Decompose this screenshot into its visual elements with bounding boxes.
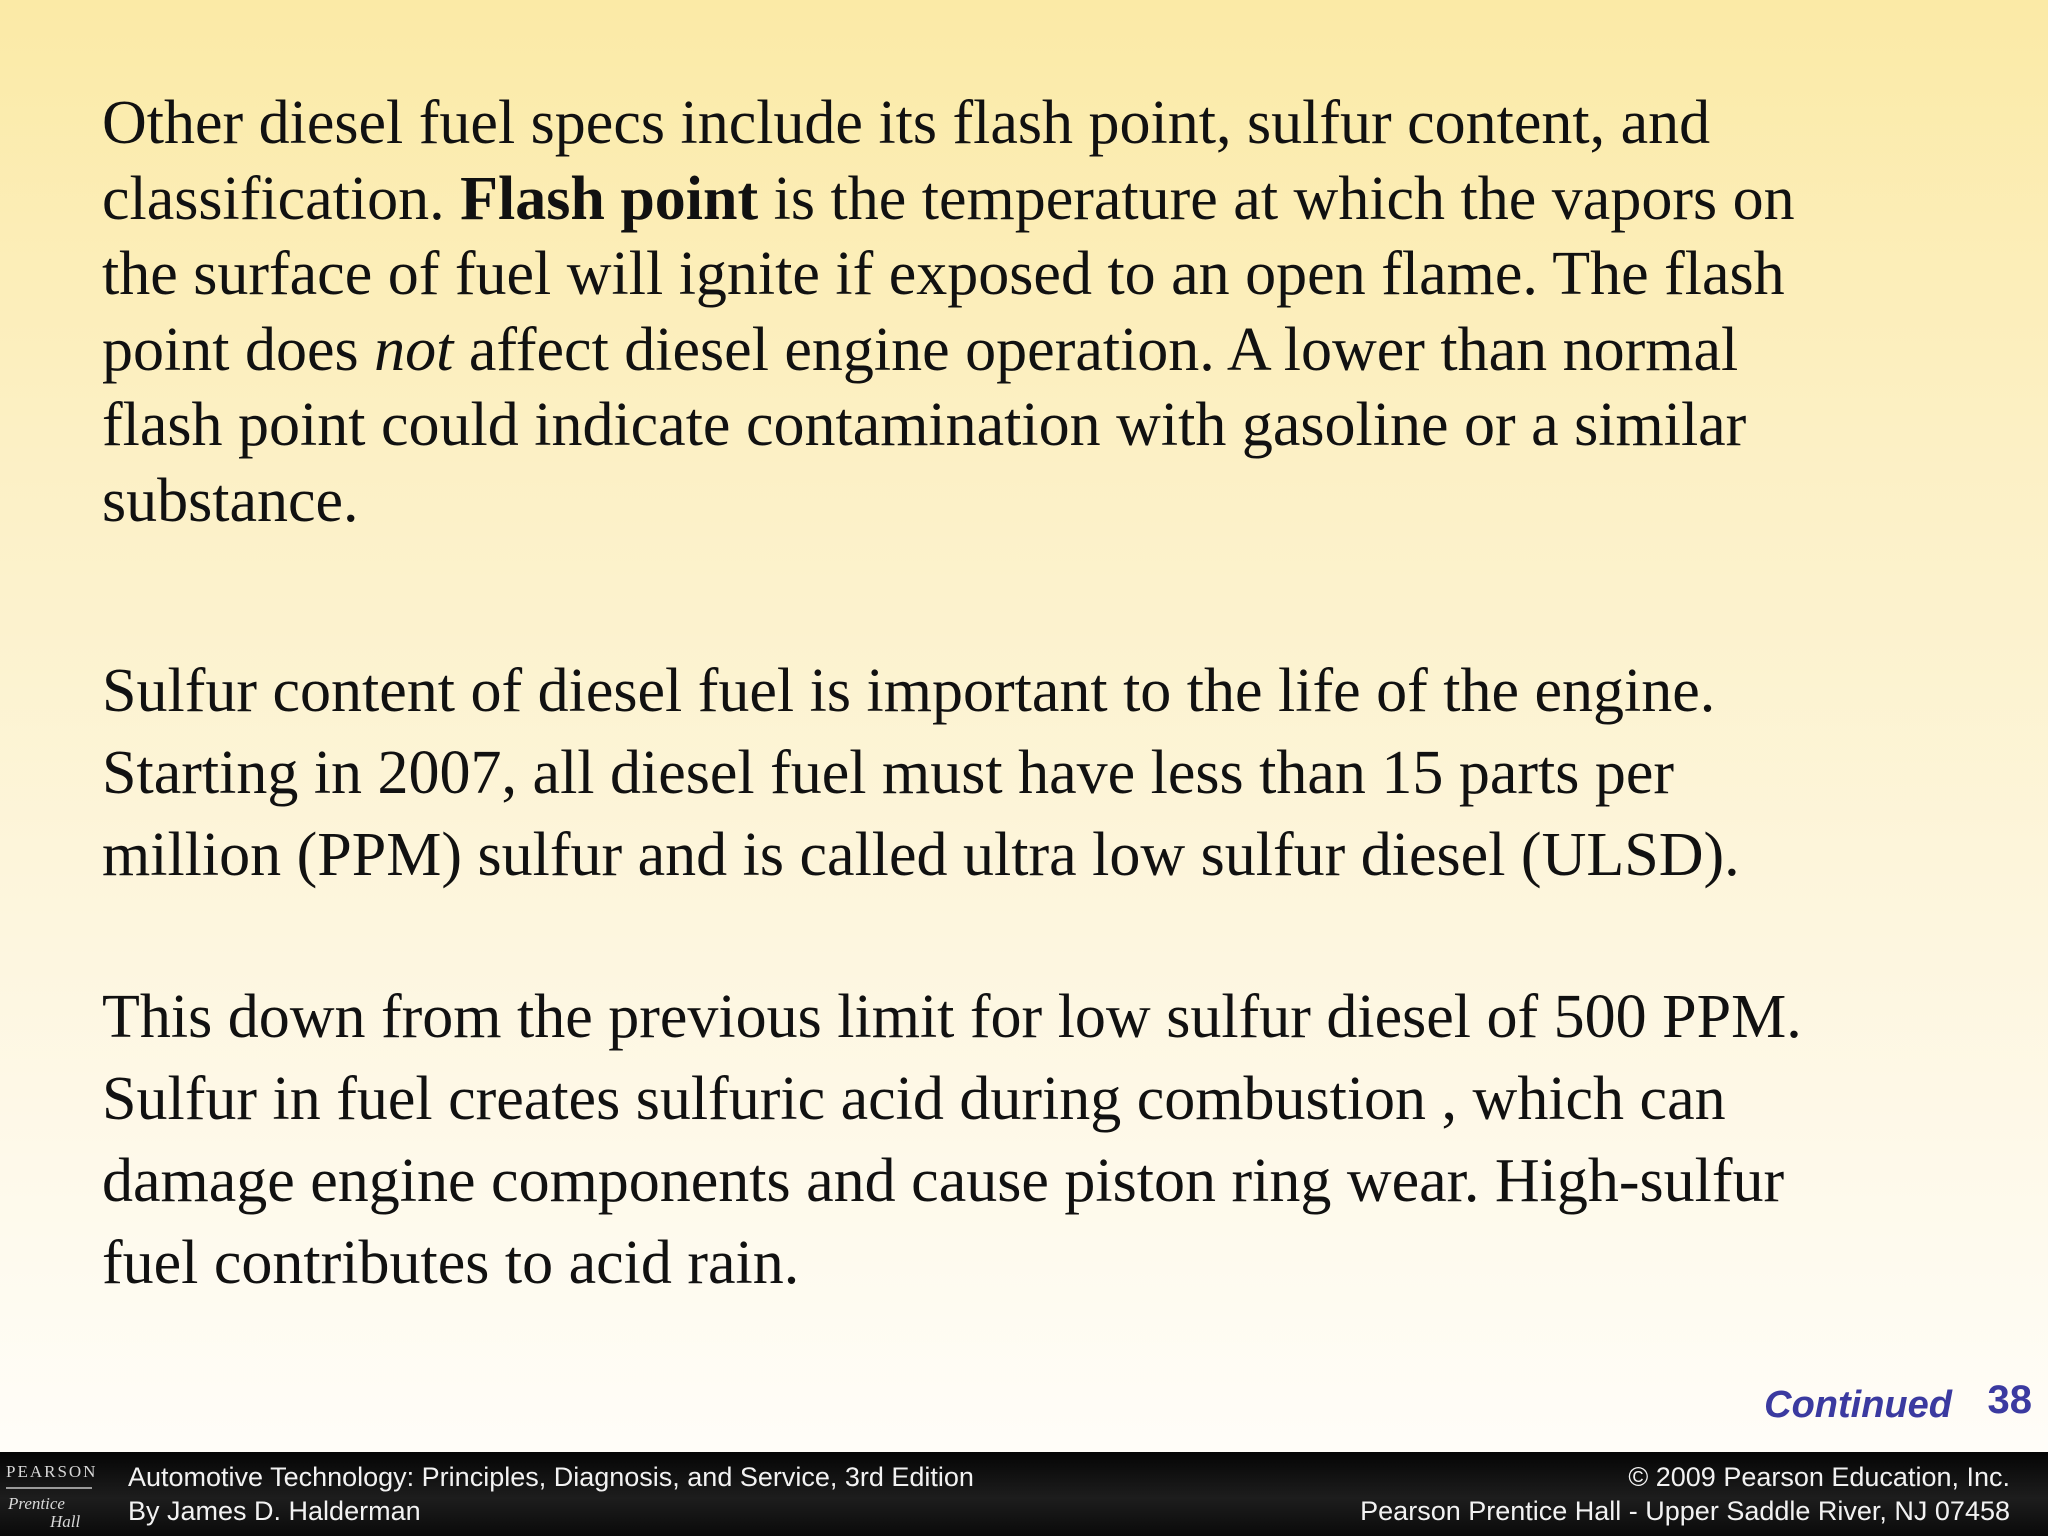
logo-text-hall: Hall bbox=[50, 1512, 81, 1531]
logo-divider bbox=[6, 1487, 92, 1489]
paragraph-flash-point bbox=[102, 86, 2022, 539]
logo-text-prentice: Prentice bbox=[8, 1494, 65, 1513]
text-line: affect diesel engine operation. A lower than normal bbox=[453, 315, 1739, 384]
text-line: fuel contributes to acid rain. bbox=[102, 1229, 800, 1297]
footer-copyright: © 2009 Pearson Education, Inc. bbox=[1628, 1462, 2010, 1492]
emphasis-not: not bbox=[374, 315, 454, 384]
text-line: damage engine components and cause piston ring wear. High-sulfur bbox=[102, 1147, 1785, 1215]
text-line: classification. bbox=[102, 164, 461, 233]
page-number: 38 bbox=[1987, 1378, 2032, 1422]
paragraph-sulfur-limit bbox=[102, 976, 2022, 1304]
text-line: point does bbox=[102, 315, 375, 384]
continued-label: Continued bbox=[1764, 1384, 1952, 1426]
footer-book-title: Automotive Technology: Principles, Diagnosis, and Service, 3rd Edition bbox=[128, 1462, 974, 1492]
text-line: substance. bbox=[102, 466, 359, 535]
logo-text-pearson: PEARSON bbox=[6, 1462, 98, 1481]
text-line: Sulfur in fuel creates sulfuric acid during combustion , which can bbox=[102, 1065, 1726, 1133]
term-flash-point: Flash point bbox=[460, 164, 759, 233]
text-line: Sulfur content of diesel fuel is important to the life of the engine. bbox=[102, 657, 1716, 725]
text-line: Starting in 2007, all diesel fuel must have less than 15 parts per bbox=[102, 739, 1675, 807]
text-line: Other diesel fuel specs include its flash point, sulfur content, and bbox=[102, 89, 1711, 157]
footer-bar bbox=[0, 1452, 2048, 1536]
pearson-prentice-hall-logo bbox=[0, 1452, 100, 1536]
footer-author: By James D. Halderman bbox=[128, 1496, 421, 1526]
text-line: is the temperature at which the vapors on bbox=[758, 164, 1795, 233]
paragraph-sulfur-content bbox=[102, 650, 2022, 896]
text-line: million (PPM) sulfur and is called ultra low sulfur diesel (ULSD). bbox=[102, 821, 1740, 889]
text-line: flash point could indicate contamination with gasoline or a similar bbox=[102, 391, 1747, 459]
text-line: the surface of fuel will ignite if exposed to an open flame. The flash bbox=[102, 240, 1785, 308]
text-line: This down from the previous limit for low sulfur diesel of 500 PPM. bbox=[102, 983, 1802, 1051]
footer-publisher: Pearson Prentice Hall - Upper Saddle River, NJ 07458 bbox=[1360, 1496, 2010, 1526]
